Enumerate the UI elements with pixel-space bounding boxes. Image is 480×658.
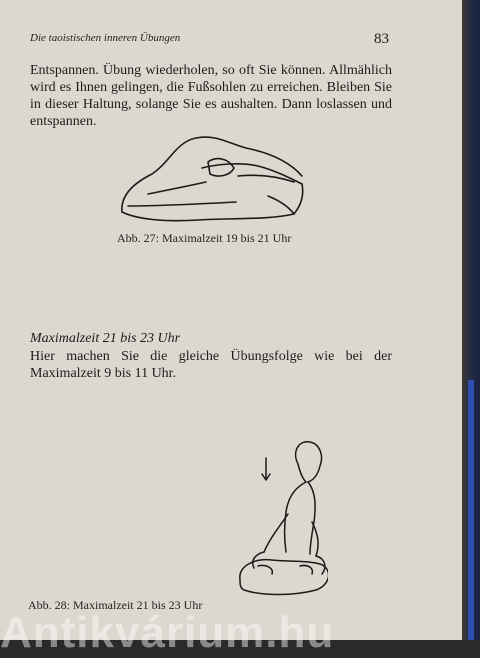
watermark-text: Antikvárium.hu bbox=[0, 608, 335, 657]
figure-28-caption: Abb. 28: Maximalzeit 21 bis 23 Uhr bbox=[28, 598, 203, 612]
page-number: 83 bbox=[374, 31, 389, 47]
figure-27-caption: Abb. 27: Maximalzeit 19 bis 21 Uhr bbox=[117, 231, 292, 245]
figure-28-seated-figure-illustration bbox=[228, 434, 328, 598]
figure-27-forward-bend-illustration bbox=[118, 134, 308, 226]
paragraph-2: Hier machen Sie die gleiche Übungsfolge wie bei der Maximalzeit 9 bis 11 Uhr. bbox=[30, 349, 392, 381]
section-subheading: Maximalzeit 21 bis 23 Uhr bbox=[30, 331, 181, 346]
running-head: Die taoistischen inneren Übungen bbox=[30, 32, 181, 44]
book-cover-edge bbox=[468, 380, 474, 640]
paragraph-1: Entspannen. Übung wiederholen, so oft Sie können. Allmählich wird es Ihnen gelingen, die Fußsohlen zu erreichen. Bleiben Sie in dieser Haltung, solange Sie es aushalten. Dann loslassen und entspannen. bbox=[30, 63, 392, 129]
